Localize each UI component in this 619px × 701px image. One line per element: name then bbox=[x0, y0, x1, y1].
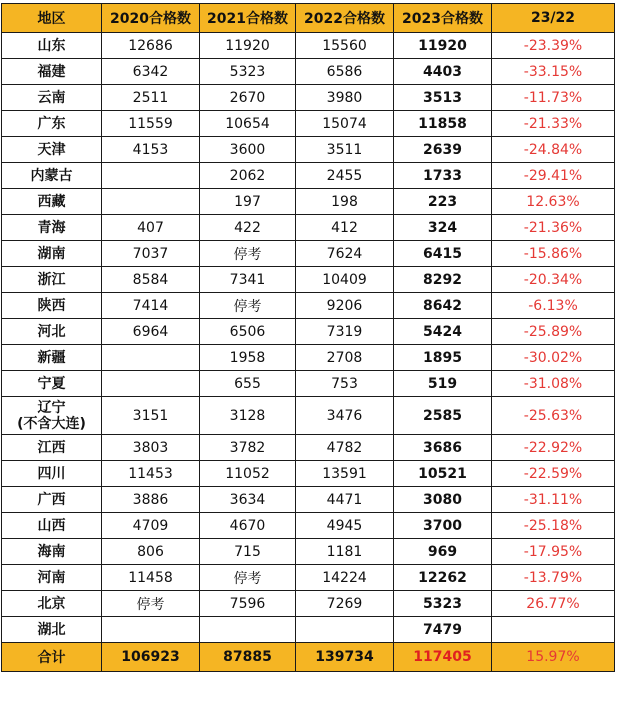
cell-2022: 7319 bbox=[296, 319, 394, 345]
cell-ratio: -21.33% bbox=[492, 111, 615, 137]
cell-region bbox=[2, 215, 102, 241]
region-note: (不含大连) bbox=[17, 415, 86, 432]
cell-2021: 2062 bbox=[200, 163, 296, 189]
table-header bbox=[2, 4, 615, 33]
cell-2020: 11453 bbox=[102, 461, 200, 487]
cell-2023: 3686 bbox=[394, 435, 492, 461]
region-name: 西藏 bbox=[37, 193, 66, 210]
cell-2023: 324 bbox=[394, 215, 492, 241]
cell-2023: 7479 bbox=[394, 617, 492, 643]
region-name: 福建 bbox=[37, 63, 66, 80]
cell-2022: 3980 bbox=[296, 85, 394, 111]
header-2020: 2020合格数 bbox=[102, 4, 200, 33]
region-name: 山东 bbox=[37, 37, 66, 54]
cell-2020 bbox=[102, 371, 200, 397]
cell-region bbox=[2, 345, 102, 371]
cell-2022: 412 bbox=[296, 215, 394, 241]
cell-2023: 519 bbox=[394, 371, 492, 397]
table-row bbox=[2, 293, 615, 319]
cell-2023: 3513 bbox=[394, 85, 492, 111]
region-name: 山西 bbox=[37, 517, 66, 534]
region-name: 四川 bbox=[37, 465, 66, 482]
total-ratio: 15.97% bbox=[492, 643, 615, 672]
header-region: 地区 bbox=[2, 4, 102, 33]
cell-region bbox=[2, 591, 102, 617]
cell-2020: 4153 bbox=[102, 137, 200, 163]
cell-2021: 3600 bbox=[200, 137, 296, 163]
table-row bbox=[2, 59, 615, 85]
cell-2023: 1895 bbox=[394, 345, 492, 371]
region-name: 河北 bbox=[37, 323, 66, 340]
table-row bbox=[2, 435, 615, 461]
cell-2020 bbox=[102, 189, 200, 215]
cell-ratio: -30.02% bbox=[492, 345, 615, 371]
cell-ratio: -11.73% bbox=[492, 85, 615, 111]
cell-2023: 4403 bbox=[394, 59, 492, 85]
cell-ratio: -23.39% bbox=[492, 33, 615, 59]
region-name: 辽宁 bbox=[37, 399, 66, 416]
cell-region bbox=[2, 565, 102, 591]
cell-2022: 9206 bbox=[296, 293, 394, 319]
table-footer bbox=[2, 643, 615, 672]
cell-2020: 12686 bbox=[102, 33, 200, 59]
cell-2023: 2585 bbox=[394, 397, 492, 435]
table-row bbox=[2, 319, 615, 345]
region-name: 广东 bbox=[37, 115, 66, 132]
region-name: 宁夏 bbox=[37, 375, 66, 392]
cell-2021: 10654 bbox=[200, 111, 296, 137]
cell-2022: 4945 bbox=[296, 513, 394, 539]
cell-2021: 3634 bbox=[200, 487, 296, 513]
region-name: 北京 bbox=[37, 595, 66, 612]
region-name: 内蒙古 bbox=[30, 167, 73, 184]
table-body bbox=[2, 33, 615, 643]
cell-2021: 3782 bbox=[200, 435, 296, 461]
cell-2020: 3151 bbox=[102, 397, 200, 435]
cell-ratio: -6.13% bbox=[492, 293, 615, 319]
cell-2022: 4471 bbox=[296, 487, 394, 513]
cell-2021: 停考 bbox=[200, 565, 296, 591]
header-2022: 2022合格数 bbox=[296, 4, 394, 33]
table-row bbox=[2, 345, 615, 371]
table-row bbox=[2, 111, 615, 137]
cell-2023: 6415 bbox=[394, 241, 492, 267]
cell-2021: 停考 bbox=[200, 293, 296, 319]
header-2023: 2023合格数 bbox=[394, 4, 492, 33]
cell-2023: 1733 bbox=[394, 163, 492, 189]
header-ratio: 23/22 bbox=[492, 4, 615, 33]
cell-2020 bbox=[102, 345, 200, 371]
cell-region bbox=[2, 319, 102, 345]
cell-2023: 3700 bbox=[394, 513, 492, 539]
cell-2023: 223 bbox=[394, 189, 492, 215]
region-name: 广西 bbox=[37, 491, 66, 508]
cell-region bbox=[2, 267, 102, 293]
cell-2021: 6506 bbox=[200, 319, 296, 345]
cell-2023: 2639 bbox=[394, 137, 492, 163]
cell-ratio: -25.18% bbox=[492, 513, 615, 539]
cell-2020: 6342 bbox=[102, 59, 200, 85]
total-2022: 139734 bbox=[296, 643, 394, 672]
cell-region bbox=[2, 189, 102, 215]
cell-2020: 7037 bbox=[102, 241, 200, 267]
cell-region bbox=[2, 435, 102, 461]
cell-2022: 2455 bbox=[296, 163, 394, 189]
cell-2023: 3080 bbox=[394, 487, 492, 513]
cell-2022: 10409 bbox=[296, 267, 394, 293]
table-row bbox=[2, 189, 615, 215]
cell-2023: 10521 bbox=[394, 461, 492, 487]
region-name: 新疆 bbox=[37, 349, 66, 366]
cell-ratio: -24.84% bbox=[492, 137, 615, 163]
cell-ratio: -15.86% bbox=[492, 241, 615, 267]
region-name: 海南 bbox=[37, 543, 66, 560]
cell-ratio: -25.63% bbox=[492, 397, 615, 435]
cell-2022 bbox=[296, 617, 394, 643]
cell-ratio: -13.79% bbox=[492, 565, 615, 591]
cell-2020 bbox=[102, 163, 200, 189]
cell-2023: 8642 bbox=[394, 293, 492, 319]
cell-region bbox=[2, 371, 102, 397]
cell-2020: 806 bbox=[102, 539, 200, 565]
table-row bbox=[2, 397, 615, 435]
cell-ratio: -22.92% bbox=[492, 435, 615, 461]
cell-2022: 7624 bbox=[296, 241, 394, 267]
cell-2020: 停考 bbox=[102, 591, 200, 617]
table-row bbox=[2, 371, 615, 397]
table-row bbox=[2, 539, 615, 565]
cell-region bbox=[2, 241, 102, 267]
table-row bbox=[2, 591, 615, 617]
cell-2023: 11920 bbox=[394, 33, 492, 59]
cell-2022: 7269 bbox=[296, 591, 394, 617]
cell-2021: 停考 bbox=[200, 241, 296, 267]
cell-region bbox=[2, 397, 102, 435]
region-name: 云南 bbox=[37, 89, 66, 106]
cell-2021: 1958 bbox=[200, 345, 296, 371]
cell-ratio: -20.34% bbox=[492, 267, 615, 293]
region-name: 湖南 bbox=[37, 245, 66, 262]
cell-2023: 11858 bbox=[394, 111, 492, 137]
cell-region bbox=[2, 293, 102, 319]
cell-2021: 4670 bbox=[200, 513, 296, 539]
region-name: 浙江 bbox=[37, 271, 66, 288]
cell-2021: 5323 bbox=[200, 59, 296, 85]
cell-2022: 753 bbox=[296, 371, 394, 397]
cell-region bbox=[2, 539, 102, 565]
cell-2021: 2670 bbox=[200, 85, 296, 111]
cell-ratio: -29.41% bbox=[492, 163, 615, 189]
cell-2022: 3511 bbox=[296, 137, 394, 163]
table-row bbox=[2, 241, 615, 267]
region-name: 河南 bbox=[37, 569, 66, 586]
cell-ratio bbox=[492, 617, 615, 643]
cell-ratio: -31.08% bbox=[492, 371, 615, 397]
cell-region bbox=[2, 59, 102, 85]
cell-2021: 11052 bbox=[200, 461, 296, 487]
cell-2021: 7596 bbox=[200, 591, 296, 617]
cell-2022: 1181 bbox=[296, 539, 394, 565]
region-name: 天津 bbox=[37, 141, 66, 158]
cell-2020: 8584 bbox=[102, 267, 200, 293]
cell-2022: 14224 bbox=[296, 565, 394, 591]
cell-region bbox=[2, 163, 102, 189]
cell-region bbox=[2, 617, 102, 643]
cell-2020: 2511 bbox=[102, 85, 200, 111]
cell-2020: 3886 bbox=[102, 487, 200, 513]
cell-2020 bbox=[102, 617, 200, 643]
cell-2021: 197 bbox=[200, 189, 296, 215]
cell-2023: 12262 bbox=[394, 565, 492, 591]
table-row bbox=[2, 85, 615, 111]
total-2023: 117405 bbox=[394, 643, 492, 672]
cell-2020: 7414 bbox=[102, 293, 200, 319]
cell-2021: 715 bbox=[200, 539, 296, 565]
cell-2021: 655 bbox=[200, 371, 296, 397]
table-row bbox=[2, 487, 615, 513]
table-row bbox=[2, 215, 615, 241]
cell-region bbox=[2, 513, 102, 539]
header-row bbox=[2, 4, 615, 33]
cell-2023: 5424 bbox=[394, 319, 492, 345]
pass-count-table bbox=[1, 3, 615, 672]
cell-ratio: -22.59% bbox=[492, 461, 615, 487]
cell-ratio: 26.77% bbox=[492, 591, 615, 617]
cell-2022: 6586 bbox=[296, 59, 394, 85]
cell-2020: 407 bbox=[102, 215, 200, 241]
cell-2020: 6964 bbox=[102, 319, 200, 345]
table-row bbox=[2, 565, 615, 591]
cell-2020: 11458 bbox=[102, 565, 200, 591]
cell-2022: 198 bbox=[296, 189, 394, 215]
table-row bbox=[2, 33, 615, 59]
region-name: 陕西 bbox=[37, 297, 66, 314]
cell-2020: 4709 bbox=[102, 513, 200, 539]
table-row bbox=[2, 617, 615, 643]
cell-2022: 13591 bbox=[296, 461, 394, 487]
cell-ratio: -17.95% bbox=[492, 539, 615, 565]
cell-ratio: -25.89% bbox=[492, 319, 615, 345]
cell-ratio: -33.15% bbox=[492, 59, 615, 85]
cell-2022: 15074 bbox=[296, 111, 394, 137]
total-2020: 106923 bbox=[102, 643, 200, 672]
cell-ratio: 12.63% bbox=[492, 189, 615, 215]
cell-region bbox=[2, 85, 102, 111]
cell-2022: 4782 bbox=[296, 435, 394, 461]
cell-2021 bbox=[200, 617, 296, 643]
cell-ratio: -21.36% bbox=[492, 215, 615, 241]
total-2021: 87885 bbox=[200, 643, 296, 672]
header-2021: 2021合格数 bbox=[200, 4, 296, 33]
table-row bbox=[2, 137, 615, 163]
table-row bbox=[2, 513, 615, 539]
total-label: 合计 bbox=[2, 643, 102, 672]
cell-2020: 3803 bbox=[102, 435, 200, 461]
total-row bbox=[2, 643, 615, 672]
table-row bbox=[2, 163, 615, 189]
region-name: 青海 bbox=[37, 219, 66, 236]
cell-2022: 15560 bbox=[296, 33, 394, 59]
cell-2020: 11559 bbox=[102, 111, 200, 137]
cell-region bbox=[2, 33, 102, 59]
cell-2023: 8292 bbox=[394, 267, 492, 293]
table-row bbox=[2, 461, 615, 487]
cell-ratio: -31.11% bbox=[492, 487, 615, 513]
region-name: 湖北 bbox=[37, 621, 66, 638]
cell-2021: 422 bbox=[200, 215, 296, 241]
region-name: 江西 bbox=[37, 439, 66, 456]
cell-region bbox=[2, 487, 102, 513]
cell-region bbox=[2, 111, 102, 137]
cell-2022: 3476 bbox=[296, 397, 394, 435]
cell-2022: 2708 bbox=[296, 345, 394, 371]
cell-2021: 11920 bbox=[200, 33, 296, 59]
cell-region bbox=[2, 461, 102, 487]
cell-2023: 5323 bbox=[394, 591, 492, 617]
cell-region bbox=[2, 137, 102, 163]
cell-2021: 3128 bbox=[200, 397, 296, 435]
table-row bbox=[2, 267, 615, 293]
cell-2023: 969 bbox=[394, 539, 492, 565]
cell-2021: 7341 bbox=[200, 267, 296, 293]
